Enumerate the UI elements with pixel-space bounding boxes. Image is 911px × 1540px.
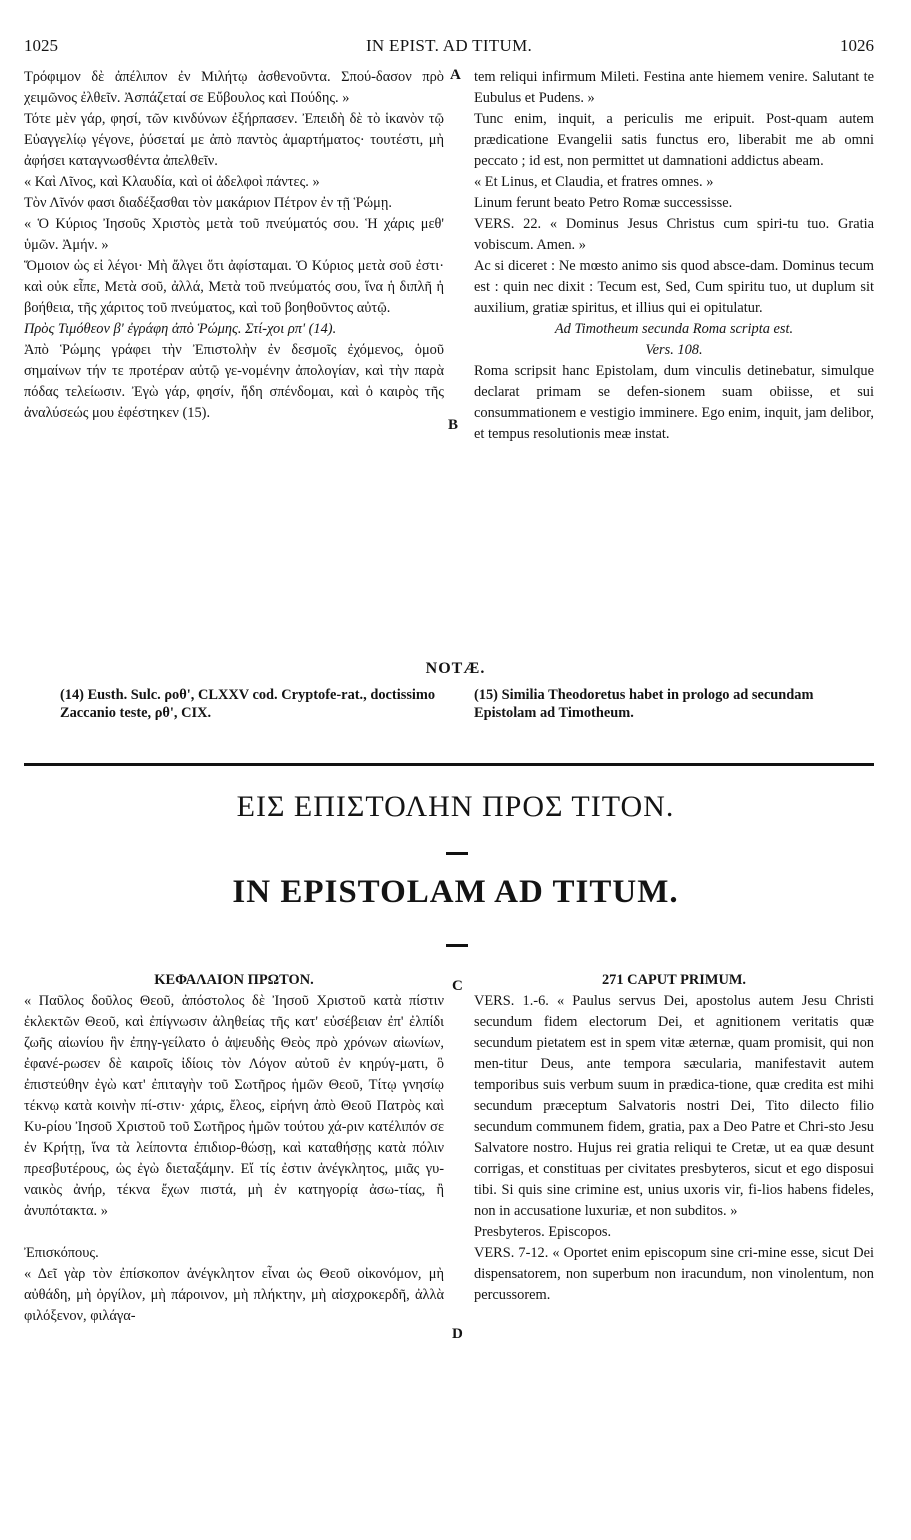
greek-paragraph: Ἀπὸ Ῥώμης γράφει τὴν Ἐπιστολὴν ἐν δεσμοῖς ἐχόμενος, ὁμοῦ σημαίνων τήν τε προτέραν αὐτῷ γε-νομένην ἀπολογίαν, καὶ τὴν παρὰ πόδας τελείωσιν. Ἐγὼ γάρ, φησίν, ἤδη σπένδομαι, καὶ ὁ καιρὸς τῆς ἀναλύσεώς μου ἐφέστηκεν (15). — [24, 342, 444, 421]
greek-paragraph: « Παῦλος δοῦλος Θεοῦ, ἀπόστολος δὲ Ἰησοῦ Χριστοῦ κατὰ πίστιν ἐκλεκτῶν Θεοῦ, καὶ ἐπίγνωσιν ἀληθείας τῆς κατ' εὐσέβειαν ἐπ' ἐλπίδι ζωῆς αἰωνίου ἣν ἐπηγ-γείλατο ὁ ἀψευδὴς Θεὸς πρὸ χρόνων αἰωνίων, ἐφανέ-ρωσεν δὲ καιροῖς ἰδίοις τὸν Λόγον αὐτοῦ ἐν κηρύγ-ματι, ὃ ἐπιστεύθην ἐγὼ κατ' ἐπιταγὴν τοῦ Σωτῆρος ἡμῶν Θεοῦ, Τίτῳ γνησίῳ τέκνῳ κατὰ κοινὴν πί-στιν· χάρις, ἔλεος, εἰρήνη ἀπὸ Θεοῦ Πατρὸς καὶ Κυ-ρίου Ἰησοῦ Χριστοῦ τοῦ Σωτῆρος ἡμῶν τούτου χά-ριν κατέλιπόν σε ἐν Κρήτῃ, ἵνα τὰ λείποντα ἐπιδιορ-θώσῃ, καὶ καταθήσῃς κατὰ πόλιν πρεσβυτέρους, ὡς ἐγὼ διεταξάμην. Εἴ τίς ἐστιν ἀνέγκλητος, μιᾶς γυ-ναικὸς ἀνήρ, τέκνα ἔχων πιστά, μὴ ἐν κατηγορίᾳ ἀσω-τίας, ἢ ἀνυπότακτα. » — [24, 993, 444, 1219]
margin-marker-b: B — [448, 417, 459, 433]
latin-paragraph: VERS. 7-12. « Oportet enim episcopum sine cri-mine esse, sicut Dei dispensatorem, non superbum non iracundum, non vinolentum, non percussorem. — [474, 1245, 874, 1303]
greek-paragraph: Ὅμοιον ὡς εἰ λέγοι· Μὴ ἄλγει ὅτι ἀφίσταμαι. Ὁ Κύριος μετὰ σοῦ ἐστι· καὶ οὐκ εἶπε, Μετὰ σοῦ, ἀλλά, Μετὰ τοῦ πνεύματός σου, ἵνα ἡ διπλῆ ἡ βοήθεια, τῆς χάριτος τοῦ πνεύματος, καὶ τοῦ βοηθοῦντος αὐτῷ. — [24, 258, 444, 316]
greek-paragraph: « Καὶ Λῖνος, καὶ Κλαυδία, καὶ οἱ ἀδελφοὶ πάντες. » — [24, 174, 320, 190]
greek-paragraph: « Δεῖ γὰρ τὸν ἐπίσκοπον ἀνέγκλητον εἶναι ὡς Θεοῦ οἰκονόμον, μὴ αὐθάδη, μὴ ὀργίλον, μὴ πάροινον, μὴ πλήκτην, μὴ αἰσχροκερδῆ, ἀλλὰ φιλόξενον, φιλάγα- — [24, 1266, 444, 1324]
latin-column-top — [474, 67, 874, 445]
greek-column-top — [24, 67, 444, 424]
title-dash — [446, 852, 468, 855]
running-header — [24, 36, 874, 58]
footnote-14: (14) Eusth. Sulc. ροθ', CLXXV cod. Cryptofe-rat., doctissimo Zaccanio teste, ρθ', CIX. — [60, 687, 436, 721]
latin-paragraph: « Et Linus, et Claudia, et fratres omnes. » — [474, 174, 714, 190]
margin-marker-c: C — [452, 978, 463, 994]
latin-paragraph: VERS. 1.-6. « Paulus servus Dei, apostolus autem Jesu Christi secundum fidem electorum Dei, et agnitionem veritatis quæ secundum pietatem est in spem vitæ æternæ, quam promisit, qui non men-titur Deus, ante tempora sæcularia, manifestavit autem temporibus suis verbum suum in prædica-tione, quæ credita est mihi secundum præceptum Salvatoris nostri Dei, Tito dilecto filio secundum communem fidem, gratia, pax a Deo Patre et Chri-sto Jesu Salvatore nostro. Hujus rei gratia reliqui te Cretæ, ut ea quæ desunt corrigas, et constituas per civitates presbyteros, sicut et ego disposui tibi. Si quis sine crimine est, unius uxoris vir, fi-lios habens fideles, non in accusatione luxuriæ, et non subditos. » — [474, 993, 874, 1219]
greek-paragraph: « Ὁ Κύριος Ἰησοῦς Χριστὸς μετὰ τοῦ πνεύματός σου. Ἡ χάρις μεθ' ὑμῶν. Ἀμήν. » — [24, 216, 444, 253]
greek-paragraph: Τὸν Λῖνόν φασι διαδέξασθαι τὸν μακάριον Πέτρον ἐν τῇ Ῥώμῃ. — [24, 195, 392, 211]
margin-marker-d: D — [452, 1326, 463, 1342]
latin-paragraph: VERS. 22. « Dominus Jesus Christus cum spiri-tu tuo. Gratia vobiscum. Amen. » — [474, 216, 874, 253]
latin-column-bottom — [474, 970, 874, 1306]
greek-chapter-heading: ΚΕΦΑΛΑΙΟΝ ΠΡΩΤΟΝ. — [154, 972, 314, 988]
page-number-left: 1025 — [24, 36, 58, 55]
latin-paragraph: Tunc enim, inquit, a periculis me eripuit. Post-quam autem prædicatione Evangelii satis functus ero, liberabit me ab omni peccato ; id est, non permittet ut damnationi addictus abeam. — [474, 111, 874, 169]
greek-subscription: Πρὸς Τιμόθεον β' ἐγράφη ἀπὸ Ῥώμης. Στί-χοι ρπ' (14). — [24, 321, 337, 337]
latin-verse-count: Vers. 108. — [645, 342, 703, 358]
footnote-15: (15) Similia Theodoretus habet in prologo ad secundam Epistolam ad Timotheum. — [474, 687, 814, 721]
latin-subscription: Ad Timotheum secunda Roma scripta est. — [554, 321, 794, 337]
latin-chapter-heading — [474, 970, 874, 991]
greek-paragraph: Τότε μὲν γάρ, φησί, τῶν κινδύνων ἐξήρπασεν. Ἐπειδὴ δὲ τὸ ἱκανὸν τῷ Εὐαγγελίῳ γέγονε, ῥύσεταί με ἀπὸ παντὸς ἁμαρτήματος· τουτέστι, μὴ ἀφήσει καταγνωσθέντα ἀπελθεῖν. — [24, 111, 444, 169]
margin-marker-a: A — [450, 67, 461, 83]
latin-paragraph: tem reliqui infirmum Mileti. Festina ante hiemem venire. Salutant te Eubulus et Pudens. » — [474, 69, 874, 106]
latin-paragraph: Ac si diceret : Ne mœsto animo sis quod absce-dam. Dominus tecum est : quin nec dixit : Tecum est, Sed, Cum spiritu tuo, ut duplum sit auxilium, gratiæ spiritus, et illius qui ei opitulatur. — [474, 258, 874, 316]
latin-paragraph: Linum ferunt beato Petro Romæ successisse. — [474, 195, 733, 211]
latin-paragraph: Presbyteros. Episcopos. — [474, 1224, 612, 1240]
greek-paragraph: Ἐπισκόπους. — [24, 1245, 99, 1261]
greek-paragraph: Τρόφιμον δὲ ἀπέλιπον ἐν Μιλήτῳ ἀσθενοῦντα. Σπού-δασον πρὸ χειμῶνος ἐλθεῖν. Ἀσπάζεταί σε Εὔβουλος καὶ Πούδης. » — [24, 69, 444, 106]
latin-paragraph: Roma scripsit hanc Epistolam, dum vinculis detinebatur, simulque declarat primam se defen-sionem suam obiisse, et sui consummationem e vestigio imminere. Ego enim, inquit, jam delibor, et tempus resolutionis meæ instat. — [474, 363, 874, 442]
chapter-title: CAPUT PRIMUM. — [627, 972, 747, 988]
page-number-right: 1026 — [840, 36, 874, 55]
latin-epistle-title: IN EPISTOLAM AD TITUM. — [232, 874, 679, 910]
title-dash — [446, 944, 468, 947]
greek-column-bottom — [24, 970, 444, 1327]
column-number: 271 — [601, 972, 624, 988]
notes-title: NOTÆ. — [425, 660, 486, 677]
running-title: IN EPIST. AD TITUM. — [365, 36, 533, 55]
greek-epistle-title: ΕΙΣ ΕΠΙΣΤΟΛΗΝ ΠΡΟΣ ΤΙΤΟΝ. — [236, 790, 675, 823]
section-divider — [24, 763, 874, 766]
